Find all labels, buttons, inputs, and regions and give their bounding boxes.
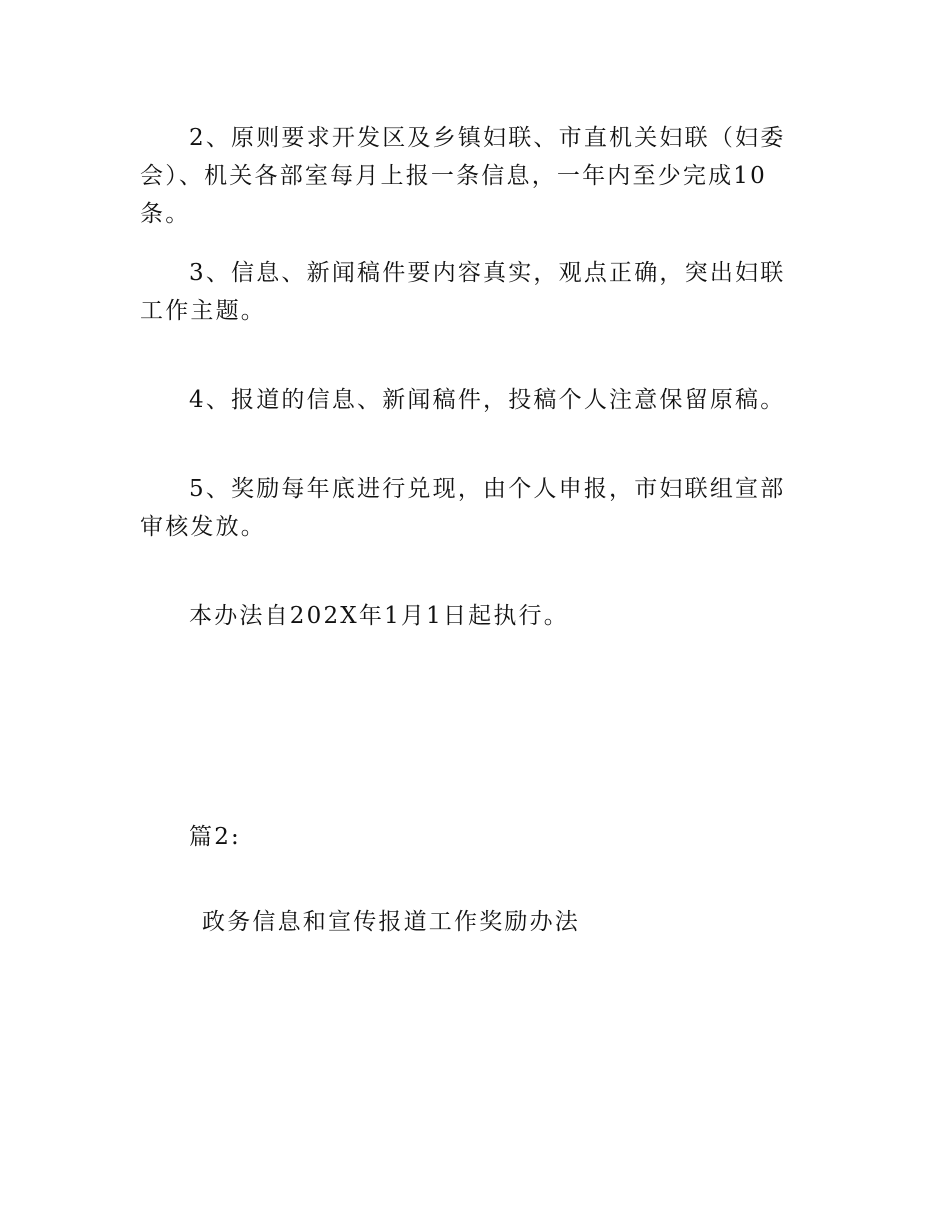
paragraph-item-5: 5、奖励每年底进行兑现，由个人申报，市妇联组宣部审核发放。 — [140, 476, 786, 540]
paragraph-item-2: 2、原则要求开发区及乡镇妇联、市直机关妇联（妇委会）、机关各部室每月上报一条信息，一年内至少完成10条。 — [140, 125, 786, 227]
paragraph-item-3: 3、信息、新闻稿件要内容真实，观点正确，突出妇联工作主题。 — [140, 260, 786, 324]
effective-date-paragraph: 本办法自202X年1月1日起执行。 — [189, 603, 569, 629]
paragraph-item-4: 4、报道的信息、新闻稿件，投稿个人注意保留原稿。 — [189, 387, 786, 413]
section-title: 政务信息和宣传报道工作奖励办法 — [202, 909, 580, 935]
section-label: 篇2: — [189, 824, 241, 850]
